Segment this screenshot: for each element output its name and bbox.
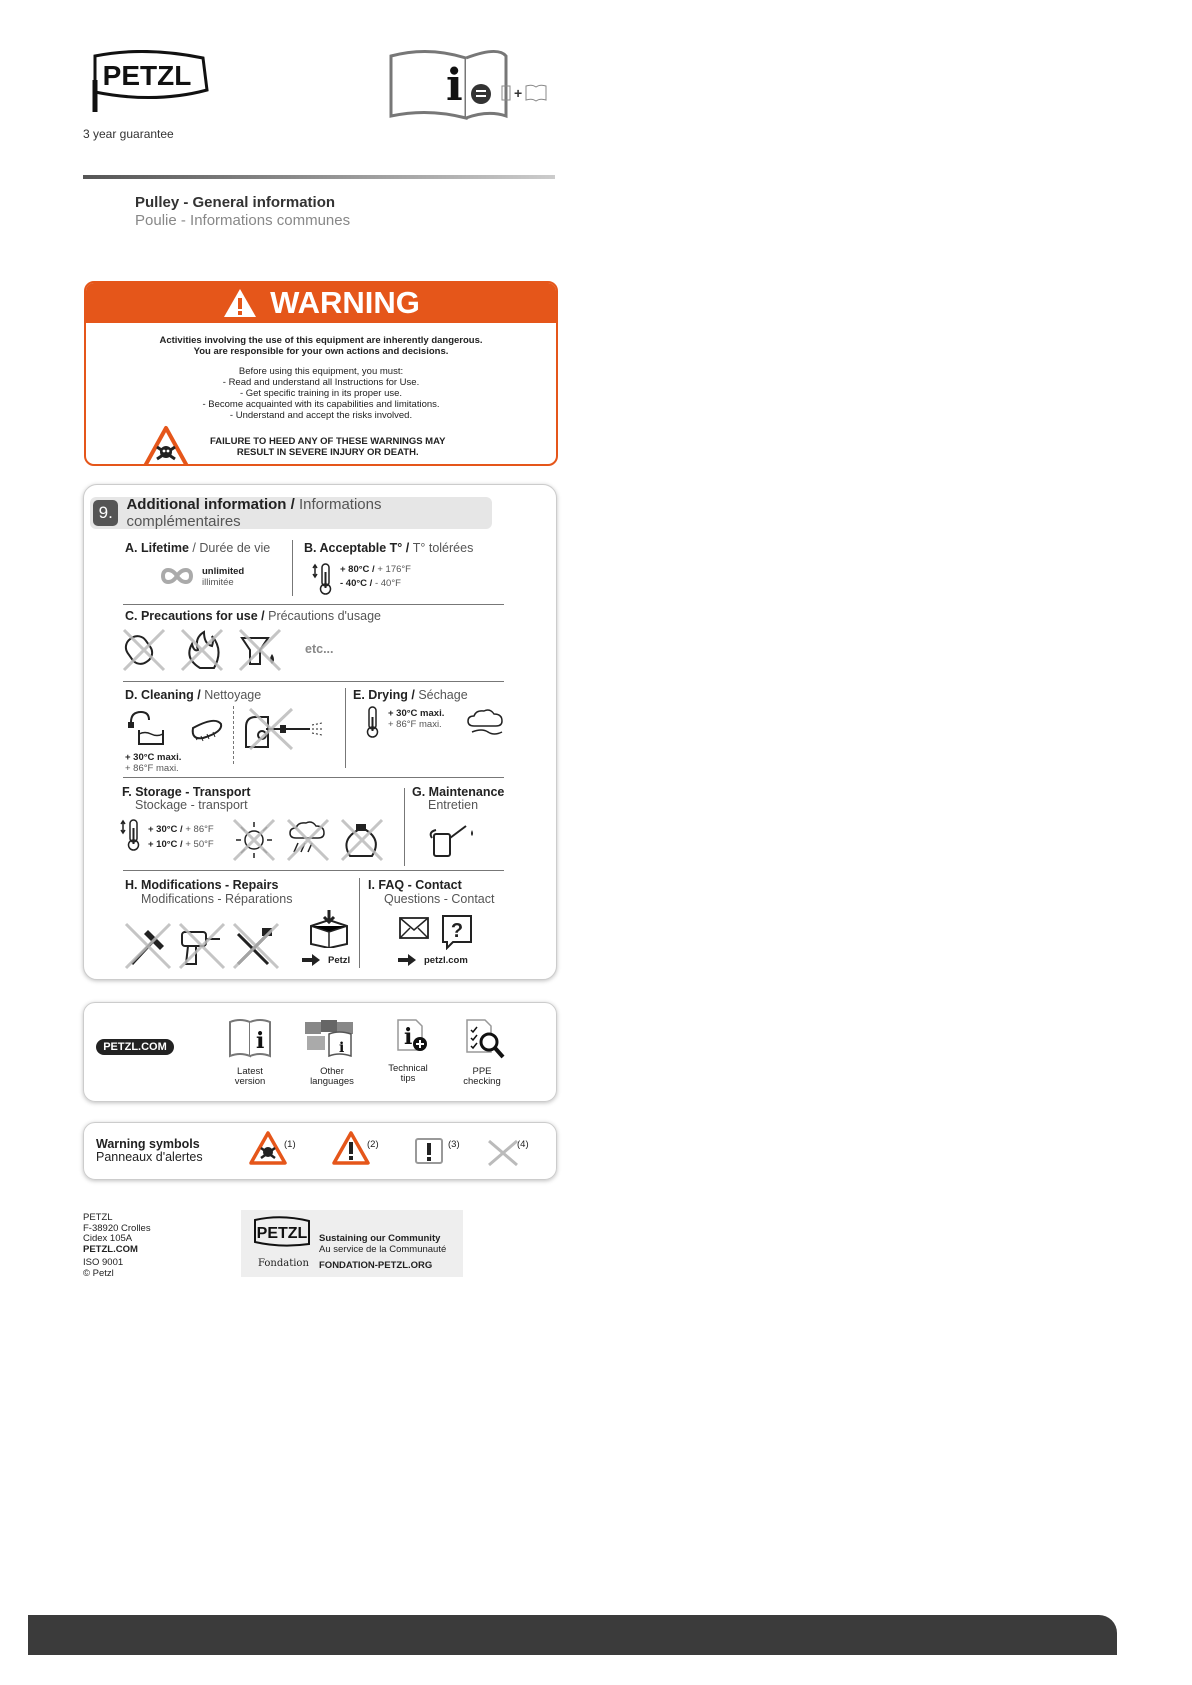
ppe-checking-caption: PPE checking [463, 1066, 501, 1087]
warning-header [86, 283, 556, 323]
svg-text:i: i [404, 1024, 413, 1050]
symbol-3-number: (3) [448, 1139, 460, 1150]
read-instructions-icon [388, 48, 558, 123]
warning-triangle-icon [222, 287, 258, 319]
svg-text:+: + [514, 85, 523, 101]
warning-fail-1: FAILURE TO HEED ANY OF THESE WARNINGS MAY [210, 436, 446, 447]
precautions-label: C. Precautions for use / Précautions d'usage [125, 609, 381, 623]
latest-version-caption: Latest version [234, 1066, 266, 1087]
petzl-com-pill[interactable]: PETZL.COM [96, 1039, 174, 1055]
svg-text:i: i [339, 1040, 345, 1056]
symbol-4-number: (4) [517, 1139, 529, 1150]
other-languages-icon[interactable] [303, 1018, 355, 1058]
warning-symbols-title: Warning symbols Panneaux d'alertes [96, 1137, 203, 1164]
guarantee-text: 3 year guarantee [83, 127, 174, 141]
other-languages-caption: Other languages [310, 1066, 354, 1087]
temperature-range: + 80°C / + 176°F - 40°C / - 40°F [340, 564, 411, 589]
thermometer-icon [366, 705, 380, 739]
foundation-logo [251, 1216, 313, 1258]
caution-symbol-icon [331, 1130, 371, 1166]
warning-title: WARNING [270, 285, 420, 320]
petzl-arrow [302, 954, 350, 966]
tap-water-icon [125, 708, 235, 748]
drying-label: E. Drying / Séchage [353, 688, 468, 702]
warning-item: - Become acquainted with its capabilities and limitations. [202, 399, 440, 410]
drying-temp: + 30°C maxi. + 86°F maxi. [388, 708, 445, 730]
footer-bar [28, 1615, 1117, 1655]
svg-text:i: i [256, 1028, 265, 1054]
forbidden-symbol-icon [487, 1139, 519, 1167]
etc-text: etc... [305, 642, 334, 656]
foundation-block [241, 1210, 463, 1277]
wind-cloud-icon [466, 708, 506, 738]
section-title-fr: Informations complémentaires [126, 496, 382, 530]
divider [123, 681, 504, 682]
warning-item: - Read and understand all Instructions for Use. [222, 377, 420, 388]
faq-label-fr: Questions - Contact [384, 892, 495, 906]
storage-temp-range: + 30°C / + 86°F + 10°C / + 50°F [148, 824, 214, 850]
svg-text:i: i [446, 60, 463, 111]
maintenance-label-fr: Entretien [428, 798, 479, 812]
maintenance-label: G. Maintenance [412, 785, 505, 799]
pressure-washer-icon [240, 705, 325, 751]
section-number: 9. [93, 500, 118, 526]
svg-text:PETZL: PETZL [256, 1225, 308, 1242]
divider [404, 788, 405, 866]
lifetime-value: unlimited illimitée [202, 566, 245, 588]
faq-label: I. FAQ - Contact [368, 878, 462, 892]
warning-line-1: Activities involving the use of this equipment are inherently dangerous. [159, 335, 483, 346]
symbol-1-number: (1) [284, 1139, 296, 1150]
divider [123, 870, 504, 871]
warning-fail-2: RESULT IN SEVERE INJURY OR DEATH. [236, 447, 419, 458]
ppe-checking-icon[interactable] [463, 1018, 505, 1060]
divider [233, 706, 234, 764]
brush-icon [193, 721, 221, 741]
divider [345, 688, 346, 768]
precautions-icons [122, 628, 292, 672]
foundation-text: Sustaining our Community Au service de la Communauté FONDATION-PETZL.ORG [319, 1233, 447, 1271]
no-modification-icons [122, 920, 290, 970]
modifications-label: H. Modifications - Repairs [125, 878, 279, 892]
cleaning-label: D. Cleaning / Nettoyage [125, 688, 262, 702]
svg-text:PETZL: PETZL [102, 60, 192, 91]
page-title-fr: Poulie - Informations communes [135, 212, 351, 229]
information-symbol-icon [414, 1137, 444, 1165]
envelope-icon [398, 916, 430, 940]
infinity-icon [160, 566, 194, 586]
oil-can-icon [428, 820, 478, 858]
storage-hazard-icons [230, 816, 398, 864]
question-icon [441, 914, 473, 950]
technical-tips-icon[interactable] [394, 1018, 430, 1054]
petzl-com-link-text: petzl.com [424, 954, 468, 966]
company-address: PETZL F-38920 Crolles Cidex 105A PETZL.COM ISO 9001 © Petzl [83, 1212, 151, 1279]
symbol-2-number: (2) [367, 1139, 379, 1150]
divider [123, 777, 504, 778]
warning-item: - Understand and accept the risks involved. [229, 410, 413, 421]
petzl-com-arrow [398, 954, 468, 966]
thermometer-icon [120, 818, 146, 852]
storage-label-fr: Stockage - transport [135, 798, 248, 812]
return-box-icon [305, 910, 353, 948]
section-9-header [90, 497, 492, 529]
arrow-right-icon [398, 954, 416, 966]
petzl-link-text: Petzl [328, 954, 351, 966]
temperature-label: B. Acceptable T° / T° tolérées [304, 541, 474, 555]
thermometer-icon [312, 562, 338, 596]
svg-text:?: ? [450, 920, 464, 942]
petzl-logo [85, 50, 210, 116]
modifications-label-fr: Modifications - Réparations [141, 892, 293, 906]
storage-label: F. Storage - Transport [122, 785, 251, 799]
warning-before: Before using this equipment, you must: [238, 366, 404, 377]
warning-item: - Get specific training in its proper use. [239, 388, 403, 399]
foundation-sub: Fondation [258, 1258, 309, 1269]
danger-symbol-icon [248, 1130, 288, 1166]
header-divider [83, 175, 555, 179]
cleaning-temp: + 30°C maxi. + 86°F maxi. [125, 752, 182, 774]
warning-box [84, 281, 558, 466]
lifetime-label: A. Lifetime / Durée de vie [125, 541, 271, 555]
page-title: Pulley - General information [135, 194, 336, 211]
technical-tips-caption: Technical tips [388, 1063, 428, 1084]
arrow-right-icon [302, 954, 320, 966]
danger-skull-icon [142, 425, 190, 466]
section-title: Additional information / [126, 496, 295, 513]
divider [123, 604, 504, 605]
warning-line-2: You are responsible for your own actions and decisions. [193, 346, 449, 357]
divider [292, 540, 293, 596]
latest-version-icon[interactable] [228, 1018, 272, 1058]
divider [359, 878, 360, 968]
sharp-edge-icon [122, 632, 156, 668]
